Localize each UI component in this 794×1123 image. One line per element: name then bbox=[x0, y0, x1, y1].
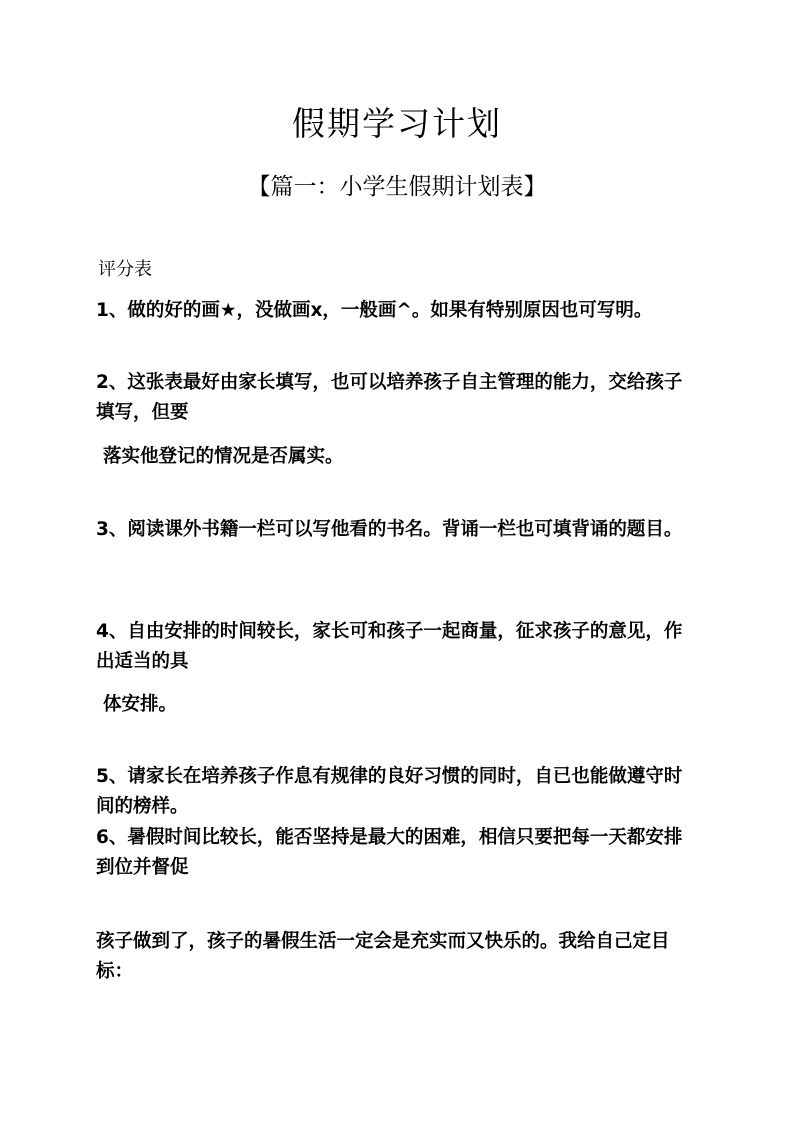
paragraph-rule-5: 5、请家长在培养孩子作息有规律的良好习惯的同时，自已也能做遵守时间的榜样。 bbox=[96, 766, 683, 817]
document-title: 假期学习计划 bbox=[292, 104, 502, 143]
paragraph-rule-2: 2、这张表最好由家长填写，也可以培养孩子自主管理的能力，交给孩子填写，但要 bbox=[96, 372, 683, 423]
document-subtitle: 【篇一：小学生假期计划表】 bbox=[247, 174, 547, 200]
paragraph-rule-4-continued: 体安排。 bbox=[103, 694, 178, 715]
paragraph-rule-1: 1、做的好的画★，没做画x，一般画^。如果有特别原因也可写明。 bbox=[96, 300, 653, 321]
section-label: 评分表 bbox=[98, 259, 152, 280]
paragraph-rule-2-continued: 落实他登记的情况是否属实。 bbox=[103, 446, 344, 467]
paragraph-rule-3: 3、阅读课外书籍一栏可以写他看的书名。背诵一栏也可填背诵的题目。 bbox=[96, 519, 683, 540]
paragraph-closing: 孩子做到了，孩子的暑假生活一定会是充实而又快乐的。我给自己定目标： bbox=[96, 931, 670, 982]
paragraph-rule-6: 6、暑假时间比较长，能否坚持是最大的困难，相信只要把每一天都安排到位并督促 bbox=[96, 827, 683, 878]
paragraph-rule-4: 4、自由安排的时间较长，家长可和孩子一起商量，征求孩子的意见，作出适当的具 bbox=[96, 621, 683, 672]
